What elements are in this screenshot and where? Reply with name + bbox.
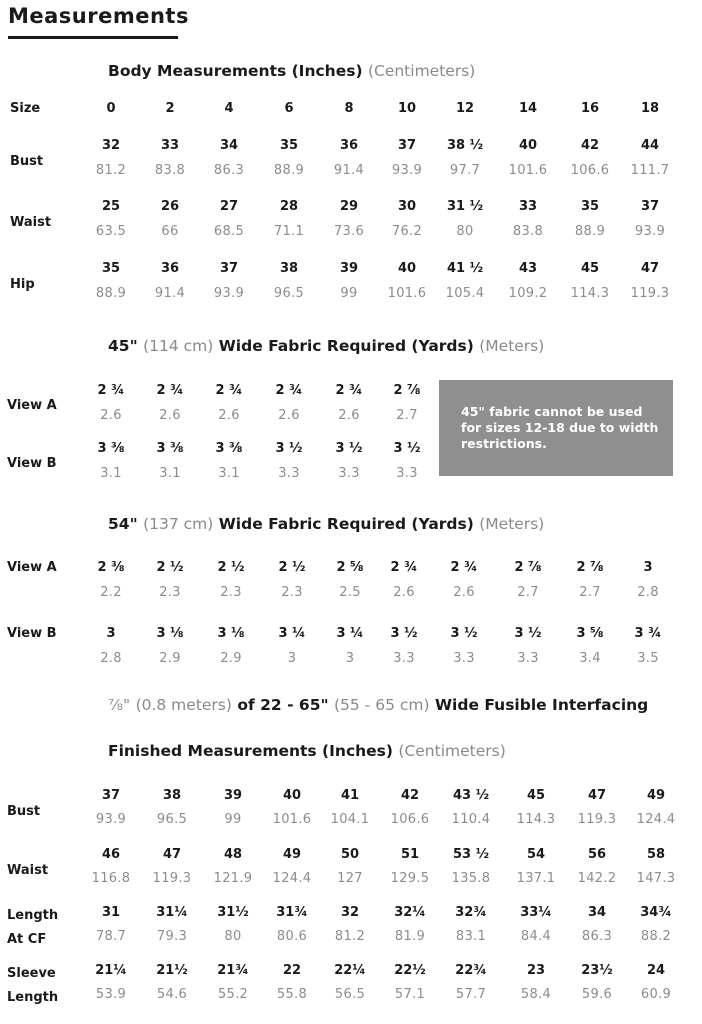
cm-value: 81.9 — [394, 929, 426, 944]
cm-value: 86.3 — [213, 163, 245, 178]
inch-value: 51 — [400, 847, 420, 862]
inch-value: 31¼ — [156, 905, 188, 920]
cm-value: 105.4 — [445, 286, 485, 301]
meters-value: 3.3 — [517, 651, 539, 666]
inch-value: 47 — [162, 847, 182, 862]
cm-value: 60.9 — [640, 987, 672, 1002]
meters-value: 2.6 — [218, 408, 240, 423]
interfacing-width-cm: (55 - 65 cm) — [333, 696, 430, 714]
yards-value: 2 ¾ — [335, 383, 363, 398]
cm-value: 83.1 — [455, 929, 487, 944]
inch-value: 21¼ — [95, 963, 127, 978]
meters-value: 2.6 — [338, 408, 360, 423]
cm-value: 55.2 — [217, 987, 249, 1002]
fabric45-units: (Meters) — [479, 337, 545, 355]
inch-value: 50 — [340, 847, 360, 862]
meters-value: 2.6 — [393, 585, 415, 600]
fabric45-width-cm: (114 cm) — [143, 337, 214, 355]
fabric45-label: Wide Fabric Required (Yards) — [218, 337, 474, 355]
inch-value: 45 — [580, 261, 600, 276]
cm-value: 79.3 — [156, 929, 188, 944]
inch-value: 34¾ — [640, 905, 672, 920]
inch-value: 32¾ — [455, 905, 487, 920]
yards-value: 3 ½ — [393, 441, 421, 456]
inch-value: 49 — [646, 788, 666, 803]
inch-value: 32 — [340, 905, 360, 920]
cm-value: 99 — [224, 812, 242, 827]
cm-value: 88.9 — [273, 163, 305, 178]
meters-value: 2.6 — [159, 408, 181, 423]
cm-value: 83.8 — [154, 163, 186, 178]
fabric45-row-label: View A — [7, 398, 57, 413]
yards-value: 3 — [106, 626, 116, 641]
cm-value: 101.6 — [387, 286, 427, 301]
title-underline — [8, 36, 178, 39]
fabric54-heading — [108, 515, 544, 533]
inch-value: 38 ½ — [446, 138, 484, 153]
meters-value: 2.5 — [339, 585, 361, 600]
inch-value: 42 — [400, 788, 420, 803]
meters-value: 3.3 — [453, 651, 475, 666]
meters-value: 2.3 — [159, 585, 181, 600]
inch-value: 30 — [397, 199, 417, 214]
meters-value: 3 — [287, 651, 297, 666]
meters-value: 2.7 — [396, 408, 418, 423]
cm-value: 124.4 — [272, 871, 312, 886]
inch-value: 40 — [282, 788, 302, 803]
inch-value: 39 — [339, 261, 359, 276]
size-label: Size — [10, 101, 41, 116]
meters-value: 2.6 — [100, 408, 122, 423]
cm-value: 55.8 — [276, 987, 308, 1002]
body-row-label: Hip — [10, 277, 35, 292]
fabric54-row-label: View B — [7, 626, 57, 641]
meters-value: 2.6 — [453, 585, 475, 600]
meters-value: 3.4 — [579, 651, 601, 666]
body-heading-text: Body Measurements (Inches) — [108, 62, 363, 80]
cm-value: 76.2 — [391, 224, 423, 239]
cm-value: 66 — [161, 224, 179, 239]
fabric54-units: (Meters) — [479, 515, 545, 533]
fabric54-width-cm: (137 cm) — [143, 515, 214, 533]
cm-value: 88.9 — [95, 286, 127, 301]
meters-value: 3.1 — [100, 466, 122, 481]
cm-value: 73.6 — [333, 224, 365, 239]
inch-value: 35 — [580, 199, 600, 214]
inch-value: 36 — [160, 261, 180, 276]
inch-value: 42 — [580, 138, 600, 153]
size-value: 16 — [580, 101, 600, 116]
interfacing-type: Wide Fusible Interfacing — [434, 696, 649, 714]
meters-value: 3.3 — [396, 466, 418, 481]
cm-value: 147.3 — [636, 871, 676, 886]
cm-value: 78.7 — [95, 929, 127, 944]
interfacing-amount: ⅞" — [108, 696, 131, 714]
yards-value: 2 ¾ — [156, 383, 184, 398]
inch-value: 25 — [101, 199, 121, 214]
finished-row-label-2: At CF — [7, 932, 47, 947]
fabric45-note: 45" fabric cannot be used for sizes 12-18 due to width restrictions. — [439, 380, 673, 476]
inch-value: 40 — [518, 138, 538, 153]
cm-value: 110.4 — [451, 812, 491, 827]
finished-row-label: Waist — [7, 863, 49, 878]
yards-value: 3 ⅝ — [576, 626, 604, 641]
fabric45-heading — [108, 337, 544, 355]
yards-value: 2 ¾ — [275, 383, 303, 398]
cm-value: 88.2 — [640, 929, 672, 944]
meters-value: 3.1 — [159, 466, 181, 481]
cm-value: 109.2 — [508, 286, 548, 301]
cm-value: 57.1 — [394, 987, 426, 1002]
cm-value: 58.4 — [520, 987, 552, 1002]
cm-value: 53.9 — [95, 987, 127, 1002]
inch-value: 37 — [640, 199, 660, 214]
inch-value: 34 — [219, 138, 239, 153]
meters-value: 3 — [345, 651, 355, 666]
yards-value: 2 ⅜ — [97, 560, 125, 575]
cm-value: 56.5 — [334, 987, 366, 1002]
size-value: 12 — [455, 101, 475, 116]
finished-row-label: Length — [7, 908, 59, 923]
cm-value: 63.5 — [95, 224, 127, 239]
size-value: 0 — [106, 101, 116, 116]
size-value: 2 — [165, 101, 175, 116]
inch-value: 53 ½ — [452, 847, 490, 862]
cm-value: 114.3 — [570, 286, 610, 301]
yards-value: 3 ¾ — [634, 626, 662, 641]
inch-value: 41 ½ — [446, 261, 484, 276]
cm-value: 106.6 — [570, 163, 610, 178]
inch-value: 26 — [160, 199, 180, 214]
inch-value: 29 — [339, 199, 359, 214]
inch-value: 48 — [223, 847, 243, 862]
cm-value: 96.5 — [156, 812, 188, 827]
meters-value: 3.1 — [218, 466, 240, 481]
body-heading-units: (Centimeters) — [367, 62, 476, 80]
inch-value: 38 — [162, 788, 182, 803]
inch-value: 37 — [101, 788, 121, 803]
inch-value: 32 — [101, 138, 121, 153]
cm-value: 116.8 — [91, 871, 131, 886]
inch-value: 33¼ — [520, 905, 552, 920]
meters-value: 2.9 — [220, 651, 242, 666]
cm-value: 80.6 — [276, 929, 308, 944]
inch-value: 21½ — [156, 963, 188, 978]
interfacing-width: of 22 - 65" — [237, 696, 329, 714]
finished-heading-units: (Centimeters) — [398, 742, 506, 760]
yards-value: 3 ⅜ — [156, 441, 184, 456]
yards-value: 3 ½ — [275, 441, 303, 456]
inch-value: 56 — [587, 847, 607, 862]
inch-value: 45 — [526, 788, 546, 803]
yards-value: 2 ⅞ — [514, 560, 542, 575]
inch-value: 40 — [397, 261, 417, 276]
fabric54-label: Wide Fabric Required (Yards) — [218, 515, 474, 533]
meters-value: 2.2 — [100, 585, 122, 600]
cm-value: 106.6 — [390, 812, 430, 827]
cm-value: 101.6 — [272, 812, 312, 827]
cm-value: 91.4 — [154, 286, 186, 301]
inch-value: 22 — [282, 963, 302, 978]
inch-value: 23½ — [581, 963, 613, 978]
cm-value: 80 — [224, 929, 242, 944]
cm-value: 84.4 — [520, 929, 552, 944]
fabric45-width: 45" — [108, 337, 138, 355]
inch-value: 35 — [279, 138, 299, 153]
fabric54-row-label: View A — [7, 560, 57, 575]
inch-value: 37 — [397, 138, 417, 153]
inch-value: 33 — [518, 199, 538, 214]
inch-value: 58 — [646, 847, 666, 862]
meters-value: 3.3 — [338, 466, 360, 481]
inch-value: 43 — [518, 261, 538, 276]
inch-value: 24 — [646, 963, 666, 978]
meters-value: 2.7 — [579, 585, 601, 600]
cm-value: 99 — [340, 286, 358, 301]
size-value: 8 — [344, 101, 354, 116]
yards-value: 2 ½ — [217, 560, 245, 575]
cm-value: 104.1 — [330, 812, 370, 827]
inch-value: 31 — [101, 905, 121, 920]
meters-value: 3.3 — [278, 466, 300, 481]
size-value: 10 — [397, 101, 417, 116]
inch-value: 33 — [160, 138, 180, 153]
finished-row-label-2: Length — [7, 990, 59, 1005]
cm-value: 91.4 — [333, 163, 365, 178]
cm-value: 59.6 — [581, 987, 613, 1002]
cm-value: 119.3 — [152, 871, 192, 886]
cm-value: 88.9 — [574, 224, 606, 239]
size-value: 4 — [224, 101, 234, 116]
yards-value: 3 — [643, 560, 653, 575]
yards-value: 3 ¼ — [278, 626, 306, 641]
yards-value: 2 ⅝ — [336, 560, 364, 575]
yards-value: 3 ⅜ — [215, 441, 243, 456]
cm-value: 81.2 — [95, 163, 127, 178]
cm-value: 111.7 — [630, 163, 670, 178]
finished-row-label: Sleeve — [7, 966, 56, 981]
inch-value: 44 — [640, 138, 660, 153]
cm-value: 93.9 — [95, 812, 127, 827]
yards-value: 2 ⅞ — [576, 560, 604, 575]
page-title: Measurements — [8, 4, 189, 28]
inch-value: 36 — [339, 138, 359, 153]
body-row-label: Bust — [10, 154, 44, 169]
finished-heading-text: Finished Measurements (Inches) — [108, 742, 393, 760]
yards-value: 3 ½ — [335, 441, 363, 456]
cm-value: 114.3 — [516, 812, 556, 827]
fabric54-width: 54" — [108, 515, 138, 533]
inch-value: 46 — [101, 847, 121, 862]
yards-value: 3 ⅜ — [97, 441, 125, 456]
yards-value: 3 ⅛ — [217, 626, 245, 641]
meters-value: 2.7 — [517, 585, 539, 600]
cm-value: 119.3 — [577, 812, 617, 827]
inch-value: 32¼ — [394, 905, 426, 920]
cm-value: 127 — [337, 871, 363, 886]
inch-value: 37 — [219, 261, 239, 276]
yards-value: 2 ⅞ — [393, 383, 421, 398]
yards-value: 2 ¾ — [390, 560, 418, 575]
yards-value: 2 ¾ — [97, 383, 125, 398]
fabric45-row-label: View B — [7, 456, 57, 471]
body-row-label: Waist — [10, 215, 52, 230]
inch-value: 31½ — [217, 905, 249, 920]
interfacing-line — [108, 696, 648, 714]
inch-value: 27 — [219, 199, 239, 214]
meters-value: 3.5 — [637, 651, 659, 666]
cm-value: 96.5 — [273, 286, 305, 301]
meters-value: 2.8 — [637, 585, 659, 600]
finished-measurements-heading — [108, 742, 506, 760]
cm-value: 93.9 — [213, 286, 245, 301]
cm-value: 71.1 — [273, 224, 305, 239]
cm-value: 101.6 — [508, 163, 548, 178]
cm-value: 137.1 — [516, 871, 556, 886]
inch-value: 47 — [587, 788, 607, 803]
inch-value: 43 ½ — [452, 788, 490, 803]
inch-value: 35 — [101, 261, 121, 276]
cm-value: 83.8 — [512, 224, 544, 239]
cm-value: 121.9 — [213, 871, 253, 886]
yards-value: 3 ½ — [390, 626, 418, 641]
size-value: 6 — [284, 101, 294, 116]
inch-value: 31¾ — [276, 905, 308, 920]
cm-value: 97.7 — [449, 163, 481, 178]
size-value: 14 — [518, 101, 538, 116]
inch-value: 22¾ — [455, 963, 487, 978]
cm-value: 142.2 — [577, 871, 617, 886]
inch-value: 47 — [640, 261, 660, 276]
yards-value: 2 ½ — [278, 560, 306, 575]
meters-value: 2.3 — [281, 585, 303, 600]
cm-value: 129.5 — [390, 871, 430, 886]
size-value: 18 — [640, 101, 660, 116]
meters-value: 2.8 — [100, 651, 122, 666]
cm-value: 135.8 — [451, 871, 491, 886]
inch-value: 38 — [279, 261, 299, 276]
inch-value: 28 — [279, 199, 299, 214]
inch-value: 22¼ — [334, 963, 366, 978]
inch-value: 23 — [526, 963, 546, 978]
meters-value: 2.3 — [220, 585, 242, 600]
inch-value: 34 — [587, 905, 607, 920]
cm-value: 54.6 — [156, 987, 188, 1002]
yards-value: 3 ¼ — [336, 626, 364, 641]
inch-value: 41 — [340, 788, 360, 803]
inch-value: 54 — [526, 847, 546, 862]
inch-value: 49 — [282, 847, 302, 862]
yards-value: 2 ¾ — [450, 560, 478, 575]
inch-value: 22½ — [394, 963, 426, 978]
yards-value: 2 ½ — [156, 560, 184, 575]
cm-value: 93.9 — [391, 163, 423, 178]
yards-value: 3 ½ — [450, 626, 478, 641]
inch-value: 31 ½ — [446, 199, 484, 214]
cm-value: 57.7 — [455, 987, 487, 1002]
finished-row-label: Bust — [7, 804, 41, 819]
cm-value: 86.3 — [581, 929, 613, 944]
cm-value: 81.2 — [334, 929, 366, 944]
yards-value: 3 ½ — [514, 626, 542, 641]
meters-value: 2.9 — [159, 651, 181, 666]
cm-value: 124.4 — [636, 812, 676, 827]
yards-value: 3 ⅛ — [156, 626, 184, 641]
inch-value: 21¾ — [217, 963, 249, 978]
yards-value: 2 ¾ — [215, 383, 243, 398]
cm-value: 119.3 — [630, 286, 670, 301]
cm-value: 80 — [456, 224, 474, 239]
meters-value: 2.6 — [278, 408, 300, 423]
meters-value: 3.3 — [393, 651, 415, 666]
interfacing-meters: (0.8 meters) — [135, 696, 232, 714]
cm-value: 68.5 — [213, 224, 245, 239]
inch-value: 39 — [223, 788, 243, 803]
body-measurements-heading — [108, 62, 475, 80]
cm-value: 93.9 — [634, 224, 666, 239]
